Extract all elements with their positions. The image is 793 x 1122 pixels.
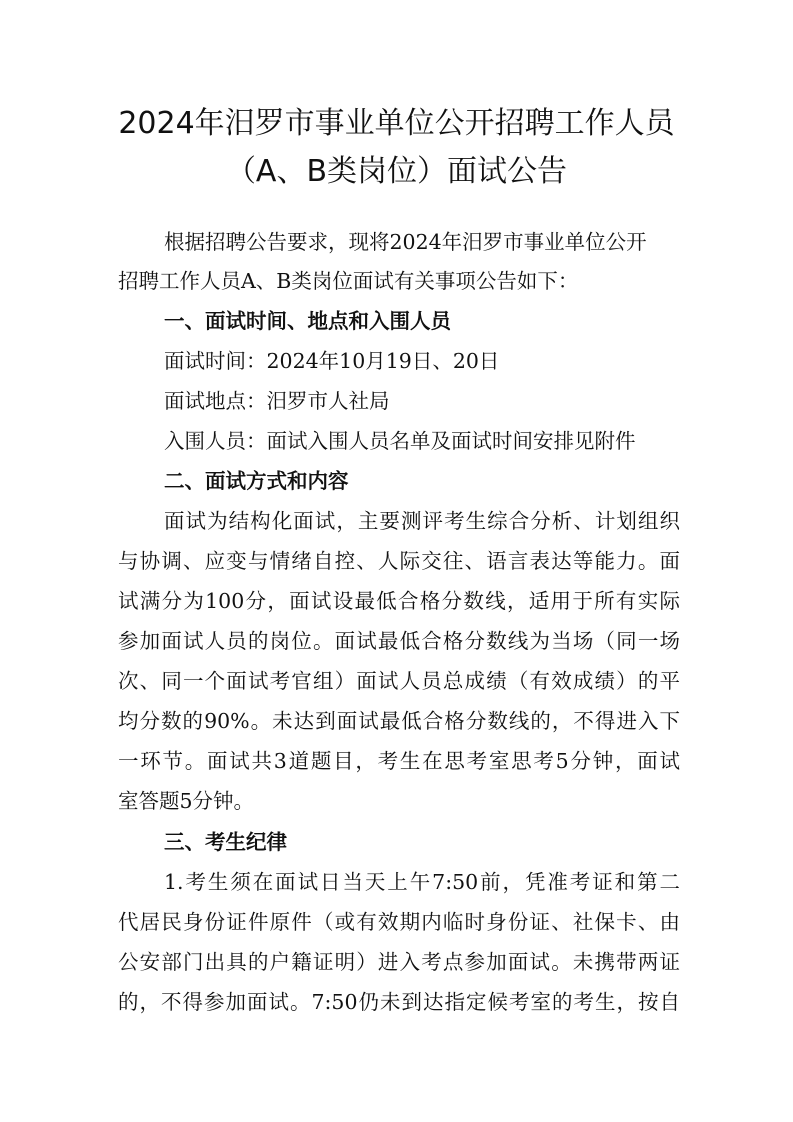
- interview-candidates: 入围人员：面试入围人员名单及面试时间安排见附件: [164, 429, 636, 453]
- section-2-line-5: 次、同一个面试考官组）面试人员总成绩（有效成绩）的平: [118, 669, 680, 693]
- section-2-line-4: 参加面试人员的岗位。面试最低合格分数线为当场（同一场: [118, 629, 680, 653]
- document-title-line-2: （A、B类岗位）面试公告: [225, 154, 568, 189]
- section-2-line-8: 室答题5分钟。: [118, 789, 255, 813]
- section-2-line-1: 面试为结构化面试，主要测评考生综合分析、计划组织: [164, 509, 680, 533]
- section-3-line-1: 1.考生须在面试日当天上午7:50前，凭准考证和第二: [164, 870, 680, 894]
- intro-paragraph-line-2: 招聘工作人员A、B类岗位面试有关事项公告如下：: [118, 269, 579, 293]
- section-2-line-3: 试满分为100分，面试设最低合格分数线，适用于所有实际: [118, 589, 680, 613]
- section-3-line-2: 代居民身份证件原件（或有效期内临时身份证、社保卡、由: [118, 910, 680, 934]
- section-1-heading: 一、面试时间、地点和入围人员: [164, 309, 451, 333]
- document-title-line-1: 2024年汨罗市事业单位公开招聘工作人员: [118, 106, 675, 141]
- section-3-line-3: 公安部门出具的户籍证明）进入考点参加面试。未携带两证: [118, 950, 680, 974]
- section-2-line-6: 均分数的90%。未达到面试最低合格分数线的，不得进入下: [118, 709, 680, 733]
- intro-paragraph-line-1: 根据招聘公告要求，现将2024年汨罗市事业单位公开: [164, 230, 647, 254]
- section-3-heading: 三、考生纪律: [164, 830, 287, 854]
- section-2-line-7: 一环节。面试共3道题目，考生在思考室思考5分钟，面试: [118, 749, 680, 773]
- interview-time: 面试时间：2024年10月19日、20日: [164, 349, 500, 373]
- section-2-heading: 二、面试方式和内容: [164, 469, 349, 493]
- section-2-line-2: 与协调、应变与情绪自控、人际交往、语言表达等能力。面: [118, 549, 680, 573]
- interview-location: 面试地点：汨罗市人社局: [164, 389, 390, 413]
- section-3-line-4: 的，不得参加面试。7:50仍未到达指定候考室的考生，按自: [118, 990, 680, 1014]
